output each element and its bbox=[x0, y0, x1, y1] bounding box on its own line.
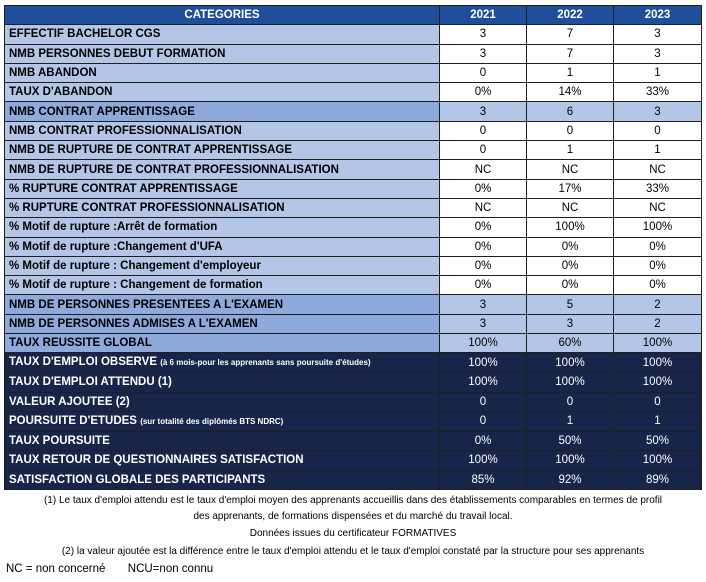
table-row bbox=[5, 392, 702, 411]
row-label: NMB PERSONNES DEBUT FORMATION bbox=[5, 44, 440, 63]
cell-value: 89% bbox=[614, 470, 702, 489]
header-year: 2022 bbox=[527, 6, 614, 25]
cell-value: NC bbox=[440, 198, 527, 217]
row-label-text: POURSUITE D'ETUDES bbox=[9, 414, 137, 427]
cell-value: 0 bbox=[527, 121, 614, 140]
cell-value: 50% bbox=[614, 431, 702, 450]
cell-value: 0 bbox=[440, 141, 527, 160]
row-label-note: (à 6 mois-pour les apprenants sans poursuite d'études) bbox=[160, 358, 371, 368]
row-label: % RUPTURE CONTRAT APPRENTISSAGE bbox=[5, 179, 440, 198]
table-row bbox=[5, 256, 702, 275]
table-row bbox=[5, 470, 702, 489]
cell-value: 33% bbox=[614, 179, 702, 198]
legend-nc: NC = non concerné bbox=[6, 563, 106, 575]
row-label: % Motif de rupture :Arrêt de formation bbox=[5, 218, 440, 237]
cell-value: 0% bbox=[614, 237, 702, 256]
cell-value: 3 bbox=[440, 314, 527, 333]
table-row bbox=[5, 160, 702, 179]
row-label-text: TAUX D'EMPLOI OBSERVE bbox=[9, 356, 157, 369]
row-label: TAUX POURSUITE bbox=[5, 431, 440, 450]
cell-value: 60% bbox=[527, 334, 614, 353]
row-label-note: (sur totalité des diplômés BTS NDRC) bbox=[140, 416, 284, 426]
cell-value: 0% bbox=[440, 83, 527, 102]
cell-value: 0 bbox=[440, 63, 527, 82]
cell-value: 0 bbox=[440, 392, 527, 411]
cell-value: 3 bbox=[440, 25, 527, 44]
cell-value: 85% bbox=[440, 470, 527, 489]
cell-value: 0% bbox=[614, 256, 702, 275]
cell-value: 100% bbox=[440, 334, 527, 353]
row-label: % Motif de rupture :Changement d'UFA bbox=[5, 237, 440, 256]
cell-value: 100% bbox=[614, 218, 702, 237]
cell-value: 0% bbox=[440, 218, 527, 237]
table-row bbox=[5, 63, 702, 82]
table-row bbox=[5, 141, 702, 160]
footnote-1-line-1: (1) Le taux d'emploi attendu est le taux d'emploi moyen des apprenants accueillis dans des établissements comparables en termes de profil bbox=[43, 495, 663, 506]
cell-value: 33% bbox=[614, 83, 702, 102]
cell-value: 0 bbox=[440, 121, 527, 140]
row-label: TAUX REUSSITE GLOBAL bbox=[5, 334, 440, 353]
source-note: Données issues du certificateur FORMATIVES bbox=[249, 528, 457, 539]
cell-value: 0% bbox=[527, 237, 614, 256]
cell-value: 0 bbox=[527, 392, 614, 411]
cell-value: NC bbox=[614, 198, 702, 217]
cell-value: 100% bbox=[614, 353, 702, 373]
row-label: NMB DE PERSONNES PRESENTEES A L'EXAMEN bbox=[5, 295, 440, 314]
cell-value: 0% bbox=[440, 237, 527, 256]
footnote-1-line-2: des apprenants, de formations dispensées et du marché du travail local. bbox=[193, 511, 513, 522]
cell-value: 0% bbox=[440, 431, 527, 450]
statistics-table bbox=[4, 5, 702, 490]
row-label: TAUX D'EMPLOI ATTENDU (1) bbox=[5, 373, 440, 392]
cell-value: 3 bbox=[527, 314, 614, 333]
cell-value: 3 bbox=[440, 102, 527, 121]
cell-value: 1 bbox=[614, 141, 702, 160]
cell-value: 100% bbox=[440, 353, 527, 373]
table-row bbox=[5, 218, 702, 237]
table-row bbox=[5, 451, 702, 470]
header-categories: CATEGORIES bbox=[5, 6, 440, 25]
footnote-2: (2) la valeur ajoutée est la différence entre le taux d'emploi attendu et le taux d'emploi constaté par la structure pour ses apprenants bbox=[61, 546, 645, 557]
cell-value: 3 bbox=[614, 44, 702, 63]
table-row bbox=[5, 411, 702, 431]
cell-value: 1 bbox=[527, 411, 614, 431]
table-row bbox=[5, 334, 702, 353]
row-label bbox=[5, 411, 440, 431]
row-label: EFFECTIF BACHELOR CGS bbox=[5, 25, 440, 44]
table-row bbox=[5, 314, 702, 333]
row-label: NMB DE RUPTURE DE CONTRAT APPRENTISSAGE bbox=[5, 141, 440, 160]
cell-value: 100% bbox=[527, 451, 614, 470]
header-year: 2021 bbox=[440, 6, 527, 25]
cell-value: 100% bbox=[614, 451, 702, 470]
cell-value: 5 bbox=[527, 295, 614, 314]
row-label: TAUX RETOUR DE QUESTIONNAIRES SATISFACTION bbox=[5, 451, 440, 470]
row-label: NMB ABANDON bbox=[5, 63, 440, 82]
table-row bbox=[5, 431, 702, 450]
cell-value: 50% bbox=[527, 431, 614, 450]
cell-value: 0% bbox=[440, 256, 527, 275]
cell-value: 0% bbox=[440, 276, 527, 295]
cell-value: 2 bbox=[614, 295, 702, 314]
row-label: TAUX D'ABANDON bbox=[5, 83, 440, 102]
row-label: SATISFACTION GLOBALE DES PARTICIPANTS bbox=[5, 470, 440, 489]
cell-value: NC bbox=[527, 198, 614, 217]
cell-value: 0% bbox=[440, 179, 527, 198]
cell-value: NC bbox=[440, 160, 527, 179]
cell-value: 1 bbox=[527, 63, 614, 82]
cell-value: 100% bbox=[527, 353, 614, 373]
cell-value: 92% bbox=[527, 470, 614, 489]
cell-value: 0% bbox=[527, 256, 614, 275]
cell-value: 0 bbox=[614, 121, 702, 140]
table-row bbox=[5, 121, 702, 140]
row-label: % RUPTURE CONTRAT PROFESSIONNALISATION bbox=[5, 198, 440, 217]
cell-value: 7 bbox=[527, 44, 614, 63]
cell-value: NC bbox=[614, 160, 702, 179]
cell-value: 7 bbox=[527, 25, 614, 44]
cell-value: 0% bbox=[527, 276, 614, 295]
cell-value: 17% bbox=[527, 179, 614, 198]
cell-value: 3 bbox=[614, 102, 702, 121]
cell-value: 100% bbox=[440, 451, 527, 470]
row-label: % Motif de rupture : Changement de formation bbox=[5, 276, 440, 295]
cell-value: 0 bbox=[440, 411, 527, 431]
cell-value: 100% bbox=[527, 373, 614, 392]
cell-value: 1 bbox=[614, 411, 702, 431]
table-row bbox=[5, 353, 702, 373]
cell-value: 0% bbox=[614, 276, 702, 295]
table-header bbox=[5, 6, 702, 25]
row-label: NMB CONTRAT APPRENTISSAGE bbox=[5, 102, 440, 121]
row-label bbox=[5, 353, 440, 373]
row-label: VALEUR AJOUTEE (2) bbox=[5, 392, 440, 411]
row-label: NMB DE PERSONNES ADMISES A L'EXAMEN bbox=[5, 314, 440, 333]
cell-value: 0 bbox=[614, 392, 702, 411]
cell-value: 3 bbox=[440, 44, 527, 63]
table-row bbox=[5, 102, 702, 121]
table-row bbox=[5, 237, 702, 256]
table-row bbox=[5, 276, 702, 295]
table-row bbox=[5, 295, 702, 314]
row-label: NMB CONTRAT PROFESSIONNALISATION bbox=[5, 121, 440, 140]
legend bbox=[0, 563, 706, 575]
table-row bbox=[5, 198, 702, 217]
header-year: 2023 bbox=[614, 6, 702, 25]
table-row bbox=[5, 373, 702, 392]
legend-ncu: NCU=non connu bbox=[127, 563, 214, 575]
table-row bbox=[5, 179, 702, 198]
table-row bbox=[5, 44, 702, 63]
cell-value: 3 bbox=[440, 295, 527, 314]
table-row bbox=[5, 83, 702, 102]
row-label: % Motif de rupture : Changement d'employeur bbox=[5, 256, 440, 275]
row-label: NMB DE RUPTURE DE CONTRAT PROFESSIONNALISATION bbox=[5, 160, 440, 179]
cell-value: 3 bbox=[614, 25, 702, 44]
cell-value: 100% bbox=[527, 218, 614, 237]
cell-value: 6 bbox=[527, 102, 614, 121]
cell-value: 14% bbox=[527, 83, 614, 102]
table-row bbox=[5, 25, 702, 44]
cell-value: 1 bbox=[527, 141, 614, 160]
cell-value: 100% bbox=[614, 334, 702, 353]
cell-value: NC bbox=[527, 160, 614, 179]
cell-value: 2 bbox=[614, 314, 702, 333]
cell-value: 100% bbox=[440, 373, 527, 392]
cell-value: 100% bbox=[614, 373, 702, 392]
cell-value: 1 bbox=[614, 63, 702, 82]
